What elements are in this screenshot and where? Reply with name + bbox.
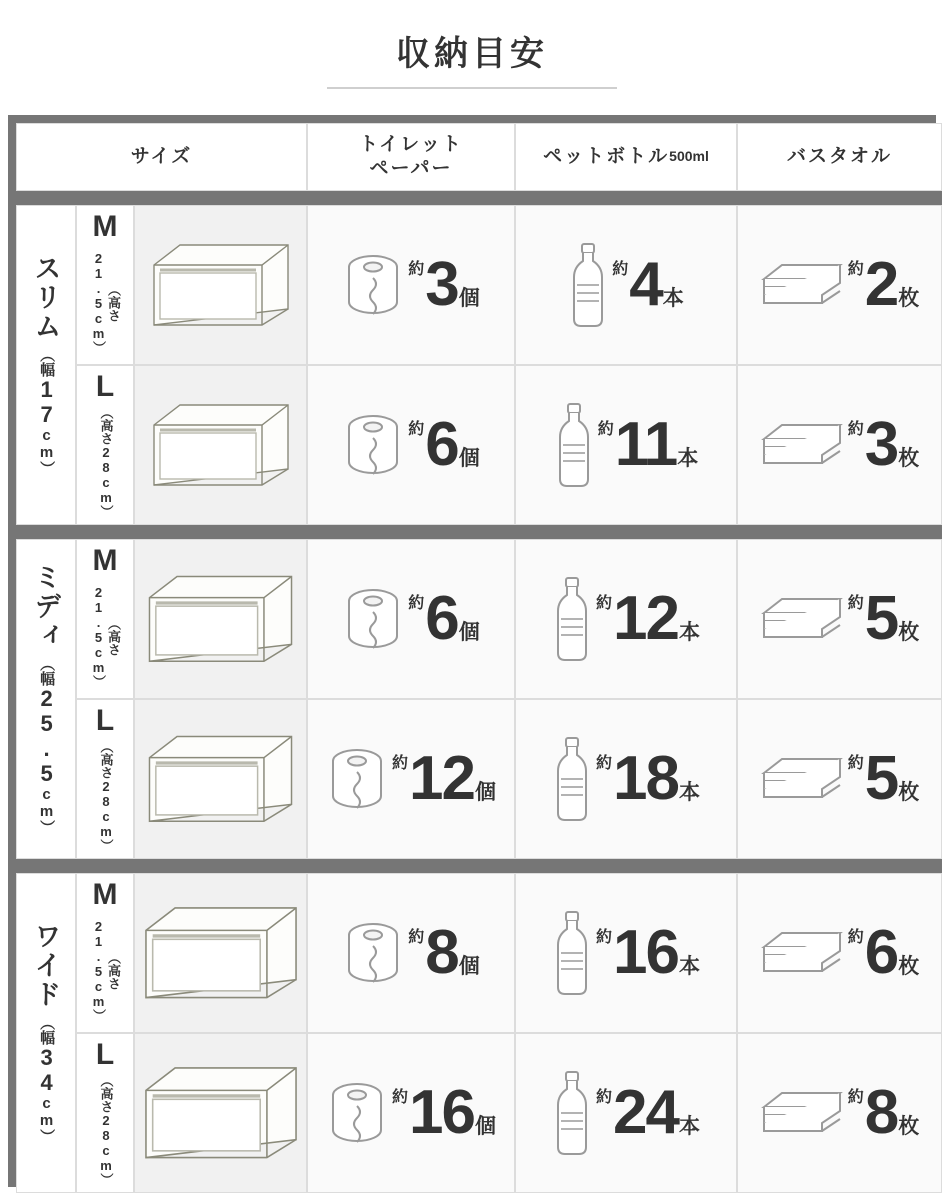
size-cell-0-1: L （高さ28cm） (76, 365, 134, 525)
size-cell-1-0: M （高さ21.5cm） (76, 539, 134, 699)
qty-bottle-2-1: 約 24 本 (515, 1033, 737, 1193)
header-size: サイズ (16, 123, 307, 191)
qty-toilet-paper-1-1: 約 12 個 (307, 699, 515, 859)
storage-capacity-table (8, 115, 936, 1187)
product-image-0-1 (134, 365, 307, 525)
plastic-bottle-icon (552, 575, 592, 663)
size-cell-2-1: L （高さ28cm） (76, 1033, 134, 1193)
qty-toilet-paper-2-0: 約 8 個 (307, 873, 515, 1033)
toilet-paper-icon (342, 252, 404, 318)
size-cell-2-0: M （高さ21.5cm） (76, 873, 134, 1033)
drawer-box-icon (137, 1059, 305, 1167)
qty-bottle-1-1: 約 18 本 (515, 699, 737, 859)
product-image-2-0 (134, 873, 307, 1033)
plastic-bottle-icon (552, 909, 592, 997)
drawer-box-icon (146, 237, 296, 333)
group-label-2: ワイド （幅34cm） (16, 873, 76, 1193)
product-image-2-1 (134, 1033, 307, 1193)
page-title-wrap (0, 0, 944, 89)
size-cell-1-1: L （高さ28cm） (76, 699, 134, 859)
qty-toilet-paper-0-0: 約 3 個 (307, 205, 515, 365)
qty-towel-0-0: 約 2 枚 (737, 205, 942, 365)
toilet-paper-icon (342, 412, 404, 478)
qty-towel-0-1: 約 3 枚 (737, 365, 942, 525)
qty-towel-1-0: 約 5 枚 (737, 539, 942, 699)
plastic-bottle-icon (552, 735, 592, 823)
header-towel: バスタオル (737, 123, 942, 191)
toilet-paper-icon (326, 746, 388, 812)
table-grid (16, 123, 928, 1193)
toilet-paper-icon (342, 586, 404, 652)
drawer-box-icon (137, 899, 305, 1007)
group-separator (16, 191, 942, 205)
plastic-bottle-icon (552, 1069, 592, 1157)
qty-toilet-paper-2-1: 約 16 個 (307, 1033, 515, 1193)
group-label-0: スリム （幅17cm） (16, 205, 76, 525)
qty-towel-2-1: 約 8 枚 (737, 1033, 942, 1193)
group-separator (16, 859, 942, 873)
header-bottle: ペットボトル 500ml (515, 123, 737, 191)
qty-toilet-paper-1-0: 約 6 個 (307, 539, 515, 699)
qty-bottle-0-1: 約 11 本 (515, 365, 737, 525)
qty-towel-2-0: 約 6 枚 (737, 873, 942, 1033)
toilet-paper-icon (326, 1080, 388, 1146)
qty-bottle-1-0: 約 12 本 (515, 539, 737, 699)
bath-towel-icon (760, 1085, 844, 1141)
qty-towel-1-1: 約 5 枚 (737, 699, 942, 859)
group-label-1: ミディ （幅25.5cm） (16, 539, 76, 859)
qty-bottle-0-0: 約 4 本 (515, 205, 737, 365)
bath-towel-icon (760, 257, 844, 313)
qty-toilet-paper-0-1: 約 6 個 (307, 365, 515, 525)
group-separator (16, 525, 942, 539)
product-image-0-0 (134, 205, 307, 365)
bath-towel-icon (760, 751, 844, 807)
bath-towel-icon (760, 925, 844, 981)
size-cell-0-0: M （高さ21.5cm） (76, 205, 134, 365)
drawer-box-icon (141, 728, 300, 830)
bath-towel-icon (760, 591, 844, 647)
drawer-box-icon (141, 568, 300, 670)
product-image-1-0 (134, 539, 307, 699)
drawer-box-icon (146, 397, 296, 493)
qty-bottle-2-0: 約 16 本 (515, 873, 737, 1033)
page-title: 収納目安 (327, 26, 617, 89)
bath-towel-icon (760, 417, 844, 473)
plastic-bottle-icon (568, 241, 608, 329)
plastic-bottle-icon (554, 401, 594, 489)
toilet-paper-icon (342, 920, 404, 986)
header-toilet-paper: トイレット ペーパー (307, 123, 515, 191)
product-image-1-1 (134, 699, 307, 859)
